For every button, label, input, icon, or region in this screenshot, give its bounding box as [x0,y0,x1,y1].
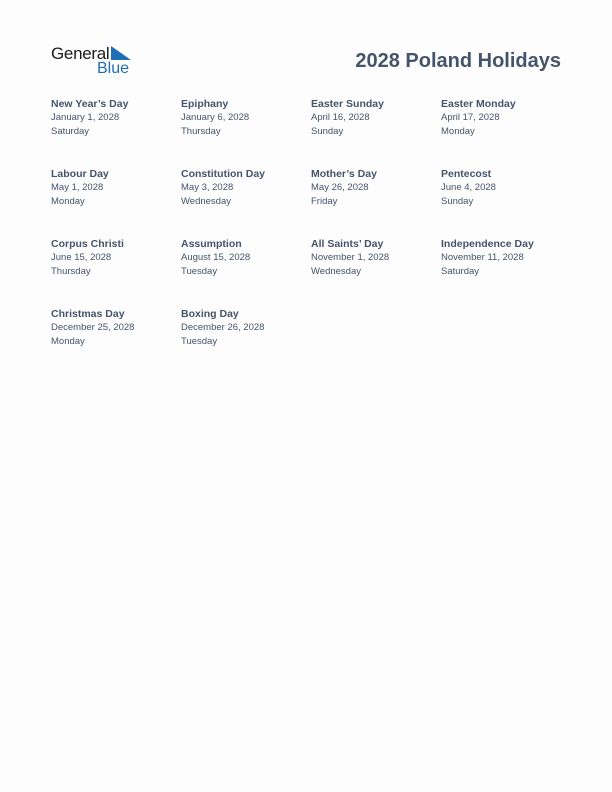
holiday-weekday: Monday [51,335,85,347]
holiday-item [311,237,441,307]
holiday-weekday: Friday [311,195,338,207]
holiday-weekday: Monday [441,125,475,137]
holiday-date: November 11, 2028 [441,252,524,263]
holiday-item [51,97,181,167]
holiday-item [441,97,571,167]
holiday-name: Epiphany [181,98,229,110]
holiday-name: Mother’s Day [311,168,377,180]
holiday-item [441,237,571,307]
holiday-date: January 1, 2028 [51,112,120,123]
holiday-name: Christmas Day [51,308,125,320]
holiday-date: November 1, 2028 [311,252,390,263]
holiday-date: May 3, 2028 [181,182,234,193]
holiday-name: New Year’s Day [51,98,129,110]
holiday-name: All Saints’ Day [311,238,384,250]
holiday-item [51,307,181,377]
page-title: 2028 Poland Holidays [355,50,561,72]
holiday-item [51,167,181,237]
logo-text-blue: Blue [97,60,130,77]
holiday-date: April 17, 2028 [441,112,500,123]
holiday-weekday: Saturday [441,265,480,277]
holiday-item [311,167,441,237]
holiday-item [181,237,311,307]
holiday-name: Constitution Day [181,168,265,180]
holiday-name: Pentecost [441,168,492,180]
holiday-weekday: Wednesday [311,265,361,277]
holiday-date: April 16, 2028 [311,112,370,123]
holiday-date: June 4, 2028 [441,182,496,193]
holiday-name: Boxing Day [181,308,239,320]
holiday-weekday: Tuesday [181,335,218,347]
holiday-name: Easter Monday [441,98,516,110]
holiday-name: Corpus Christi [51,238,124,250]
holiday-weekday: Thursday [51,265,91,277]
holiday-item [441,167,571,237]
holiday-weekday: Tuesday [181,265,218,277]
holiday-date: May 26, 2028 [311,182,369,193]
holiday-weekday: Sunday [441,195,474,207]
holiday-name: Assumption [181,238,242,250]
holiday-date: December 26, 2028 [181,322,265,333]
holiday-grid [51,97,571,377]
holiday-item [181,307,311,377]
holiday-weekday: Wednesday [181,195,231,207]
holiday-date: August 15, 2028 [181,252,251,263]
holiday-item [181,97,311,167]
holiday-weekday: Sunday [311,125,344,137]
holiday-date: January 6, 2028 [181,112,250,123]
holiday-weekday: Thursday [181,125,221,137]
holiday-date: December 25, 2028 [51,322,135,333]
generalblue-logo [51,44,133,78]
logo-text-general: General [51,44,110,63]
holiday-date: June 15, 2028 [51,252,112,263]
holiday-item [311,97,441,167]
holiday-date: May 1, 2028 [51,182,104,193]
logo-triangle-icon [111,46,131,60]
holiday-name: Independence Day [441,238,534,250]
holiday-item [51,237,181,307]
holiday-name: Labour Day [51,168,109,180]
holiday-name: Easter Sunday [311,98,384,110]
holiday-item [181,167,311,237]
holiday-weekday: Monday [51,195,85,207]
holiday-weekday: Saturday [51,125,90,137]
